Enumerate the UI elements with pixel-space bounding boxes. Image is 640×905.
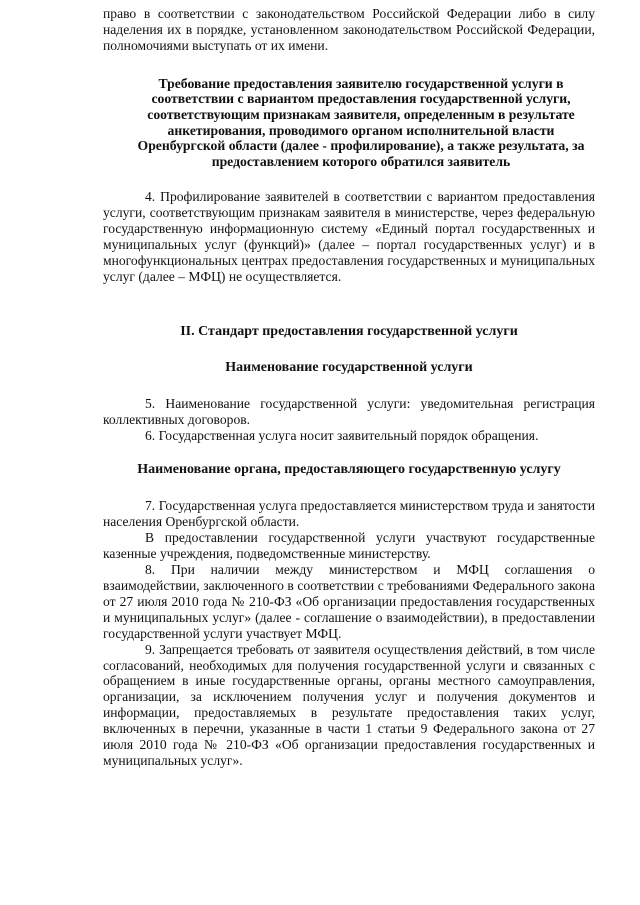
section-title: II. Стандарт предоставления государственной услуги <box>180 323 518 339</box>
profiling-heading: Требование предоставления заявителю государственной услуги в соответствии с вариантом предоставления государственной услуги, соответствующим признакам заявителя, определенным в результате анкетирования, проводимого органом исполнительной власти Оренбургской области (далее - профилирование), а также результата, за предоставлением которого обратился заявитель <box>137 75 585 169</box>
paragraph-9: 9. Запрещается требовать от заявителя осуществления действий, в том числе согласований, необходимых для получения государственной услуги и связанных с обращением в иные государственные органы, органы местного самоуправления, организации, за исключением получения услуг и получения документов и информации, предоставляемых в результате предоставления таких услуг, включенных в перечни, указанные в части 1 статьи 9 Федерального закона от 27 июля 2010 года № 210-ФЗ «Об организации предоставления государственных и муниципальных услуг». <box>103 641 595 768</box>
authority-heading: Наименование органа, предоставляющего государственную услугу <box>137 462 561 478</box>
service-name-heading: Наименование государственной услуги <box>225 359 473 375</box>
paragraph-6: 6. Государственная услуга носит заявительный порядок обращения. <box>145 427 539 443</box>
paragraph-8: 8. При наличии между министерством и МФЦ соглашения о взаимодействии, заключенного в соответствии с требованиями Федерального закона от 27 июля 2010 года № 210-ФЗ «Об организации предоставления государственных и муниципальных услуг» (далее - соглашение о взаимодействии), в предоставлении государственной услуги участвует МФЦ. <box>103 562 595 641</box>
paragraph-5: 5. Наименование государственной услуги: уведомительная регистрация коллективных договоров. <box>103 395 595 427</box>
paragraph-4: 4. Профилирование заявителей в соответствии с вариантом предоставления услуги, соответствующим признакам заявителя в министерстве, через федеральную государственную информационную систему «Единый портал государственных и муниципальных услуг (функций)» (далее – портал государственных услуг) и в многофункциональных центрах предоставления государственных и муниципальных услуг (далее – МФЦ) не осуществляется. <box>103 189 595 284</box>
paragraph-7: 7. Государственная услуга предоставляется министерством труда и занятости населения Оренбургской области. <box>103 498 595 530</box>
paragraph-7b: В предоставлении государственной услуги участвуют государственные казенные учреждения, подведомственные министерству. <box>103 530 595 562</box>
document-page <box>103 6 595 769</box>
intro-tail-paragraph: право в соответствии с законодательством Российской Федерации либо в силу наделения их в порядке, установленном законодательством Российской Федерации, полномочиями выступать от их имени. <box>103 6 595 53</box>
